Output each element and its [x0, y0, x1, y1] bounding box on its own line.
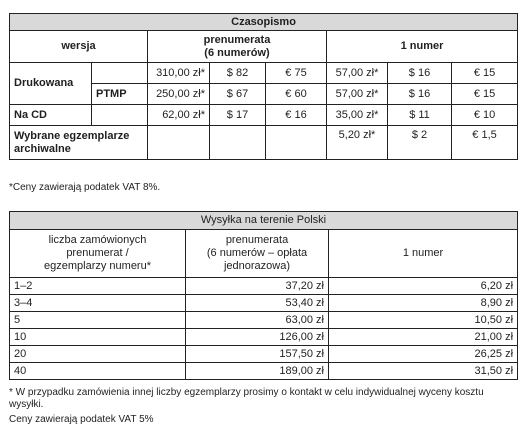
quantity-cell: 10: [10, 329, 186, 346]
price-eur: € 60: [266, 84, 327, 105]
subscription-shipping-cell: 126,00 zł: [186, 329, 329, 346]
column-header-prenumerata-line1: prenumerata: [203, 33, 271, 46]
subscription-shipping-cell: 37,20 zł: [186, 278, 329, 295]
single-price-eur: € 15: [452, 63, 518, 84]
column-header-prenumerata: [148, 31, 327, 63]
table-row: [10, 329, 518, 346]
table-row: [10, 363, 518, 380]
price-eur: [266, 126, 327, 160]
table-row: [10, 278, 518, 295]
single-price-eur: € 1,5: [452, 126, 518, 160]
single-issue-shipping-cell: 21,00 zł: [329, 329, 518, 346]
table-row: [10, 126, 518, 160]
subscription-shipping-cell: 157,50 zł: [186, 346, 329, 363]
quantity-cell: 40: [10, 363, 186, 380]
column-header-prenumerata-line2: (6 numerów): [204, 46, 270, 59]
quantity-cell: 1–2: [10, 278, 186, 295]
column-header-subscription-line1: prenumerata: [225, 234, 289, 246]
single-issue-shipping-cell: 26,25 zł: [329, 346, 518, 363]
single-price-pln: 5,20 zł*: [327, 126, 388, 160]
quantity-cell: 3–4: [10, 295, 186, 312]
single-price-eur: € 10: [452, 105, 518, 126]
row-label: Na CD: [10, 105, 92, 126]
column-header-quantity-line3: egzemplarzy numeru*: [44, 260, 151, 272]
single-issue-shipping-cell: 6,20 zł: [329, 278, 518, 295]
single-price-pln: 57,00 zł*: [327, 84, 388, 105]
column-header-wersja: wersja: [10, 31, 148, 63]
single-price-usd: $ 16: [388, 84, 452, 105]
price-usd: $ 82: [210, 63, 266, 84]
table-row: [10, 346, 518, 363]
row-sublabel: [92, 63, 148, 84]
column-header-quantity-line1: liczba zamówionych: [48, 234, 147, 246]
column-header-subscription: [186, 230, 329, 278]
table2-vat-note: Ceny zawierają podatek VAT 5%: [9, 414, 154, 425]
table-title: Czasopismo: [10, 14, 518, 31]
table-row: [10, 105, 518, 126]
row-label: Drukowana: [10, 63, 92, 105]
column-header-single-issue: 1 numer: [329, 230, 518, 278]
quantity-cell: 5: [10, 312, 186, 329]
row-sublabel: [92, 105, 148, 126]
price-usd: $ 17: [210, 105, 266, 126]
price-usd: $ 67: [210, 84, 266, 105]
subscription-shipping-cell: 189,00 zł: [186, 363, 329, 380]
price-usd: [210, 126, 266, 160]
single-price-pln: 35,00 zł*: [327, 105, 388, 126]
price-pln: 250,00 zł*: [148, 84, 210, 105]
subscription-shipping-cell: 53,40 zł: [186, 295, 329, 312]
single-issue-shipping-cell: 8,90 zł: [329, 295, 518, 312]
column-header-subscription-line2: (6 numerów – opłata: [206, 247, 308, 259]
single-price-eur: € 15: [452, 84, 518, 105]
single-price-usd: $ 2: [388, 126, 452, 160]
table-row: [10, 312, 518, 329]
price-pln: 310,00 zł*: [148, 63, 210, 84]
magazine-price-table: [9, 13, 518, 160]
table1-footnote: *Ceny zawierają podatek VAT 8%.: [9, 182, 161, 193]
single-price-pln: 57,00 zł*: [327, 63, 388, 84]
row-label: Wybrane egzemplarze archiwalne: [10, 126, 148, 160]
column-header-quantity-line2: prenumerat /: [66, 247, 129, 259]
table-row: [10, 295, 518, 312]
table-title: Wysyłka na terenie Polski: [10, 212, 518, 230]
single-price-usd: $ 16: [388, 63, 452, 84]
column-header-subscription-line3: jednorazowa): [223, 260, 291, 272]
quantity-cell: 20: [10, 346, 186, 363]
price-pln: 62,00 zł*: [148, 105, 210, 126]
column-header-1-numer: 1 numer: [327, 31, 518, 63]
single-issue-shipping-cell: 31,50 zł: [329, 363, 518, 380]
price-pln: [148, 126, 210, 160]
column-header-quantity: [10, 230, 186, 278]
price-eur: € 16: [266, 105, 327, 126]
price-eur: € 75: [266, 63, 327, 84]
shipping-cost-table: [9, 211, 518, 380]
subscription-shipping-cell: 63,00 zł: [186, 312, 329, 329]
single-issue-shipping-cell: 10,50 zł: [329, 312, 518, 329]
row-sublabel: PTMP: [92, 84, 148, 105]
single-price-usd: $ 11: [388, 105, 452, 126]
table2-footnote: * W przypadku zamówienia innej liczby egzemplarzy prosimy o kontakt w celu indywidualnej wyceny kosztu wysyłki.: [9, 387, 484, 410]
table-row: [10, 63, 518, 84]
